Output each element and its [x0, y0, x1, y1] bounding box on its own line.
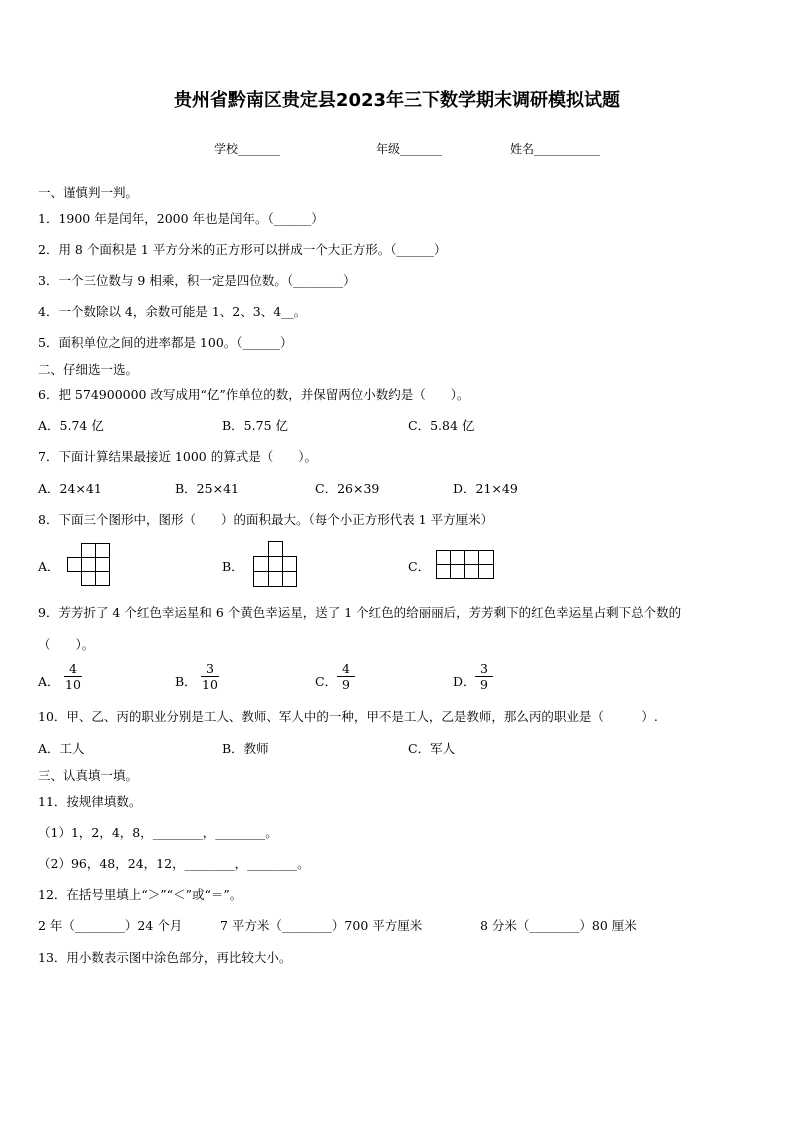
question-13: 13．用小数表示图中涂色部分，再比较大小。 — [38, 950, 292, 965]
q8-option-c: C． — [408, 559, 431, 574]
q6-option-b: B．5.75 亿 — [222, 418, 288, 433]
shape-c-grid — [436, 550, 495, 580]
q9-option-a-fraction — [64, 661, 82, 692]
fraction-denominator: 10 — [65, 677, 81, 692]
q12-item-1: 2 年（________）24 个月 — [38, 918, 183, 933]
name-field: 姓名___________ — [510, 142, 601, 156]
page-title: 贵州省黔南区贵定县2023年三下数学期末调研模拟试题 — [173, 90, 621, 111]
fraction-denominator: 9 — [342, 677, 350, 692]
q7-option-a: A．24×41 — [38, 481, 102, 496]
question-11-part-2: （2）96，48，24，12，________，________。 — [38, 856, 310, 871]
shape-a-grid — [67, 543, 111, 587]
fraction-denominator: 10 — [202, 677, 218, 692]
fraction-numerator: 4 — [337, 661, 355, 677]
question-8: 8．下面三个图形中，图形（ ）的面积最大。（每个小正方形代表 1 平方厘米） — [38, 512, 494, 527]
question-6: 6．把 574900000 改写成用“亿”作单位的数，并保留两位小数约是（ ）。 — [38, 387, 470, 402]
q8-option-a: A． — [38, 559, 60, 574]
grade-field: 年级_______ — [376, 142, 443, 156]
q10-option-b: B．教师 — [222, 741, 269, 756]
question-9-continued: （ ）。 — [38, 637, 95, 652]
question-10: 10．甲、乙、丙的职业分别是工人、教师、军人中的一种，甲不是工人，乙是教师，那么丙的职业是（ ）. — [38, 709, 658, 724]
question-11: 11．按规律填数。 — [38, 794, 142, 809]
q7-option-b: B．25×41 — [175, 481, 239, 496]
section-heading-3: 三、认真填一填。 — [38, 768, 139, 783]
q6-option-a: A．5.74 亿 — [38, 418, 104, 433]
shape-b-grid — [253, 541, 298, 587]
question-11-part-1: （1）1，2，4，8，________，________。 — [38, 825, 278, 840]
q9-option-b-label: B． — [175, 674, 197, 689]
q8-option-b: B． — [222, 559, 244, 574]
q9-option-d-label: D． — [453, 674, 476, 689]
school-field: 学校_______ — [214, 142, 281, 156]
fraction-denominator: 9 — [480, 677, 488, 692]
q9-option-b-fraction — [201, 661, 219, 692]
q9-option-d-fraction — [475, 661, 493, 692]
question-3: 3．一个三位数与 9 相乘，积一定是四位数。（________） — [38, 273, 356, 288]
q9-option-c-fraction — [337, 661, 355, 692]
question-4: 4．一个数除以 4，余数可能是 1、2、3、4__。 — [38, 304, 307, 319]
q7-option-d: D．21×49 — [453, 481, 518, 496]
question-5: 5．面积单位之间的进率都是 100。（______） — [38, 335, 293, 350]
question-2: 2．用 8 个面积是 1 平方分米的正方形可以拼成一个大正方形。（______） — [38, 242, 447, 257]
q12-item-2: 7 平方米（________）700 平方厘米 — [220, 918, 423, 933]
question-7: 7．下面计算结果最接近 1000 的算式是（ ）。 — [38, 449, 317, 464]
section-heading-2: 二、仔细选一选。 — [38, 362, 139, 377]
question-9: 9．芳芳折了 4 个红色幸运星和 6 个黄色幸运星，送了 1 个红色的给丽丽后，芳芳剩下的红色幸运星占剩下总个数的 — [38, 605, 682, 620]
fraction-numerator: 3 — [201, 661, 219, 677]
q10-option-a: A．工人 — [38, 741, 85, 756]
q7-option-c: C．26×39 — [315, 481, 380, 496]
q10-option-c: C．军人 — [408, 741, 456, 756]
fraction-numerator: 3 — [475, 661, 493, 677]
question-1: 1．1900 年是闰年，2000 年也是闰年。（______） — [38, 211, 324, 226]
section-heading-1: 一、谨慎判一判。 — [38, 185, 139, 200]
q6-option-c: C．5.84 亿 — [408, 418, 475, 433]
q12-item-3: 8 分米（________）80 厘米 — [480, 918, 637, 933]
question-12: 12．在括号里填上“＞”“＜”或“＝”。 — [38, 887, 243, 902]
q9-option-a-label: A． — [38, 674, 60, 689]
q9-option-c-label: C． — [315, 674, 338, 689]
fraction-numerator: 4 — [64, 661, 82, 677]
